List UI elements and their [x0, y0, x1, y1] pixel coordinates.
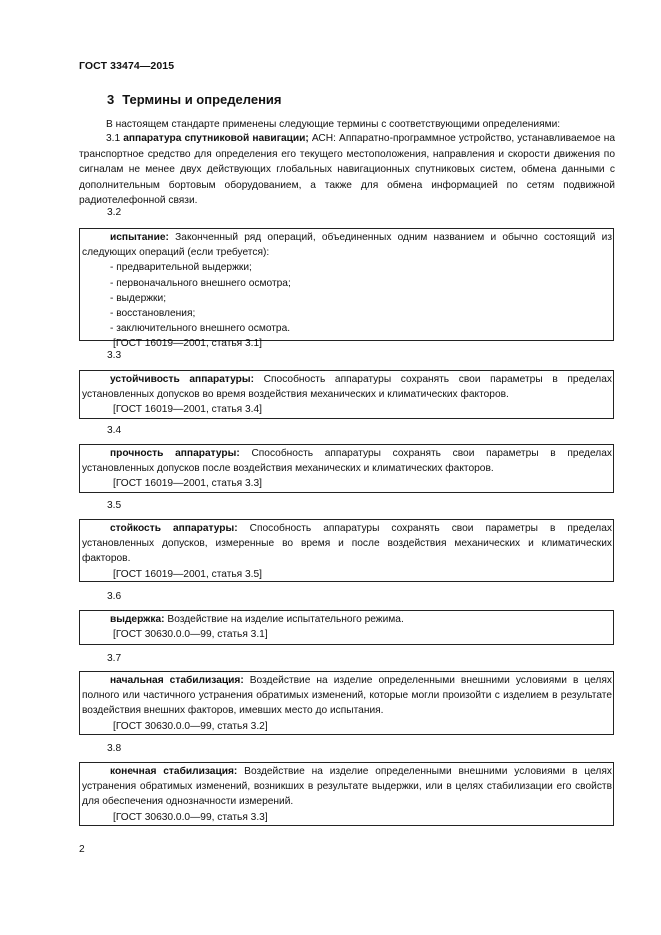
term-definition-3-5 [82, 521, 612, 567]
term-text-3-2: Законченный ряд операций, объединенных одним названием и обычно состоящий из следующих операций (если требуется): [82, 232, 612, 259]
term-3-1-term: аппаратура спутниковой навигации; [123, 133, 309, 144]
term-text-3-3: Способность аппаратуры сохранять свои параметры в пределах установленных допусков во время воздействия механических и климатических факторов. [82, 374, 612, 401]
term-name-3-5: стойкость аппаратуры: [110, 523, 238, 534]
term-box-3-7 [79, 671, 614, 735]
term-definition-3-7 [82, 673, 612, 719]
term-number-3-7: 3.7 [107, 653, 122, 664]
term-name-3-8: конечная стабилизация: [110, 766, 238, 777]
term-3-1 [79, 131, 615, 209]
term-3-1-number: 3.1 [106, 133, 121, 144]
section-title-text: Термины и определения [122, 92, 282, 107]
section-title [107, 92, 282, 107]
term-box-3-5 [79, 519, 614, 582]
term-name-3-2: испытание: [110, 232, 169, 243]
term-name-3-7: начальная стабилизация: [110, 675, 244, 686]
term-3-1-definition: Аппаратно-программное устройство, устанавливаемое на транспортное средство для определения его текущего местоположения, направления и скорости движения по сигналам не менее двух действующих глобальных навигационных спутниковых систем, обмена данными с дополнительным бортовым оборудованием, а также для обмена информацией по сетям подвижной радиотелефонной связи. [79, 133, 615, 207]
term-box-3-6 [79, 610, 614, 645]
page-number: 2 [79, 844, 85, 855]
term-source-3-2: [ГОСТ 16019—2001, статья 3.1] [113, 338, 263, 350]
term-name-3-3: устойчивость аппаратуры: [110, 374, 255, 385]
list-item: - восстановления; [110, 308, 196, 320]
term-definition-3-8 [82, 764, 612, 810]
term-text-3-4: Способность аппаратуры сохранять свои параметры в пределах установленных допусков после воздействия механических и климатических факторов. [82, 448, 612, 475]
term-source-3-6: [ГОСТ 30630.0.0—99, статья 3.1] [113, 629, 268, 641]
term-text-3-7: Воздействие на изделие определенными внешними условиями в целях полного или частичного устранения обратимых изменений, которые могли произойти с изделием в результате воздействия внешних факторов, имевших место до испытания. [82, 675, 612, 717]
term-definition-3-2 [82, 230, 612, 260]
term-name-3-6: выдержка: [110, 614, 165, 625]
term-number-3-8: 3.8 [107, 743, 122, 754]
term-box-3-3 [79, 370, 614, 419]
term-box-3-8 [79, 762, 614, 826]
term-source-3-8: [ГОСТ 30630.0.0—99, статья 3.3] [113, 811, 268, 823]
term-source-3-7: [ГОСТ 30630.0.0—99, статья 3.2] [113, 720, 268, 732]
list-item: - первоначального внешнего осмотра; [110, 277, 291, 289]
term-source-3-3: [ГОСТ 16019—2001, статья 3.4] [113, 404, 263, 416]
term-source-3-4: [ГОСТ 16019—2001, статья 3.3] [113, 478, 263, 490]
term-definition-3-4 [82, 446, 612, 476]
term-name-3-4: прочность аппаратуры: [110, 448, 240, 459]
term-number-3-2: 3.2 [107, 207, 122, 218]
list-item: - выдержки; [110, 292, 167, 304]
intro-paragraph: В настоящем стандарте применены следующие термины с соответствующими определениями: [106, 119, 561, 130]
term-source-3-5: [ГОСТ 16019—2001, статья 3.5] [113, 568, 263, 580]
term-text-3-6: Воздействие на изделие испытательного режима. [167, 614, 404, 625]
list-item: - заключительного внешнего осмотра. [110, 323, 291, 335]
term-number-3-3: 3.3 [107, 350, 122, 361]
document-header: ГОСТ 33474—2015 [79, 60, 175, 72]
term-3-1-abbrev: АСН: [308, 133, 340, 144]
term-number-3-4: 3.4 [107, 425, 122, 436]
section-number: 3 [107, 92, 115, 107]
term-definition-3-6 [82, 612, 612, 627]
term-text-3-8: Воздействие на изделие определенными внешними условиями в целях устранения обратимых изменений, возникших в результате выдержки, или в целях стабилизации его свойств для обеспечения однозначности измерений. [82, 766, 612, 808]
list-item: - предварительной выдержки; [110, 262, 252, 274]
term-definition-3-3 [82, 372, 612, 402]
term-box-3-2 [79, 228, 614, 350]
term-box-3-4 [79, 444, 614, 493]
term-text-3-5: Способность аппаратуры сохранять свои параметры в пределах установленных допусков, измеренные во время и после воздействия механических и климатических факторов. [82, 523, 612, 565]
term-number-3-6: 3.6 [107, 591, 122, 602]
term-number-3-5: 3.5 [107, 500, 122, 511]
